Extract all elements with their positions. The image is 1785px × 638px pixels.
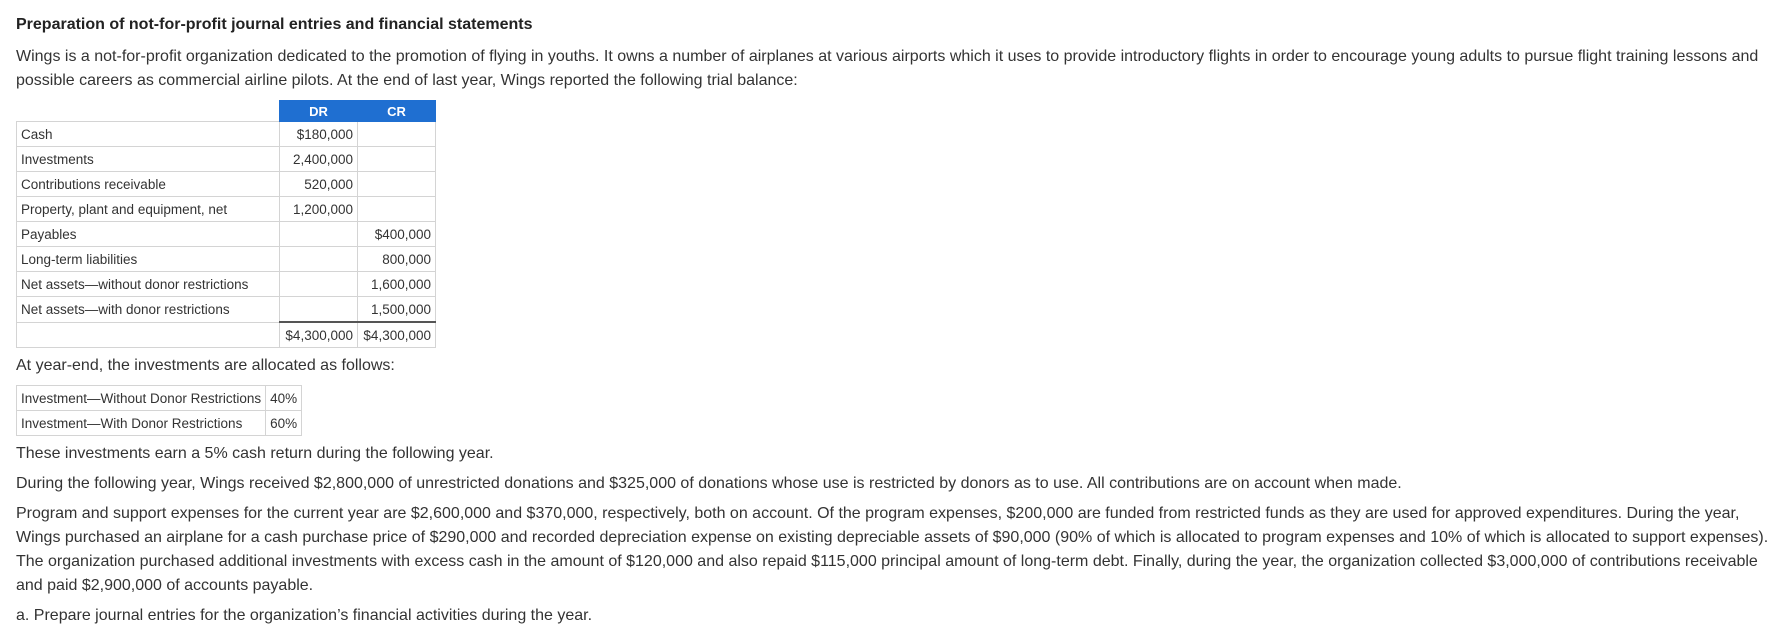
header-cr: CR (358, 101, 436, 122)
trial-balance-row (17, 222, 436, 247)
allocation-percent: 60% (266, 411, 302, 436)
allocation-label: Investment—With Donor Restrictions (17, 411, 266, 436)
expenses-paragraph: Program and support expenses for the current year are $2,600,000 and $370,000, respectively, both on account. Of the program expenses, $200,000 are funded from restricted funds as they are used for approved expenditures. During the year, Wings purchased an airplane for a cash purchase price of $290,000 and recorded depreciation expense on existing depreciable assets of $90,000 (90% of which is allocated to program expenses and 10% of which is allocated to support expenses). The organization purchased additional investments with excess cash in the amount of $120,000 and also repaid $115,000 principal amount of long-term debt. Finally, during the year, the organization collected $3,000,000 of contributions receivable and paid $2,900,000 of accounts payable. (16, 505, 1769, 594)
row-dr: $180,000 (280, 122, 358, 147)
row-label: Long-term liabilities (17, 247, 280, 272)
question-a: a. Prepare journal entries for the organization’s financial activities during the year. (16, 607, 593, 624)
row-cr (358, 197, 436, 222)
row-label: Investments (17, 147, 280, 172)
allocation-row (17, 411, 302, 436)
row-label: Cash (17, 122, 280, 147)
donations-paragraph: During the following year, Wings received $2,800,000 of unrestricted donations and $325,000 of donations whose use is restricted by donors as to use. All contributions are on account when made. (16, 475, 1402, 492)
intro-paragraph: Wings is a not-for-profit organization dedicated to the promotion of flying in youths. It owns a number of airplanes at various airports which it uses to provide introductory flights in order to encourage young adults to pursue flight training lessons and possible careers as commercial airline pilots. At the end of last year, Wings reported the following trial balance: (16, 48, 1759, 89)
return-paragraph: These investments earn a 5% cash return during the following year. (16, 445, 494, 462)
total-label (17, 322, 280, 348)
row-label: Payables (17, 222, 280, 247)
allocation-percent: 40% (266, 386, 302, 411)
row-label: Property, plant and equipment, net (17, 197, 280, 222)
trial-balance-table (16, 100, 436, 348)
row-cr: $400,000 (358, 222, 436, 247)
trial-balance-row (17, 122, 436, 147)
row-cr: 1,600,000 (358, 272, 436, 297)
row-dr: 2,400,000 (280, 147, 358, 172)
allocation-intro: At year-end, the investments are allocated as follows: (16, 357, 395, 374)
trial-balance-row (17, 197, 436, 222)
row-dr: 1,200,000 (280, 197, 358, 222)
row-dr (280, 222, 358, 247)
row-label: Net assets—with donor restrictions (17, 297, 280, 323)
row-label: Net assets—without donor restrictions (17, 272, 280, 297)
problem-page (16, 14, 1776, 628)
row-cr (358, 172, 436, 197)
header-dr: DR (280, 101, 358, 122)
total-dr: $4,300,000 (280, 322, 358, 348)
row-cr: 800,000 (358, 247, 436, 272)
row-dr: 520,000 (280, 172, 358, 197)
trial-balance-row (17, 297, 436, 323)
problem-title: Preparation of not-for-profit journal entries and financial statements (16, 16, 533, 33)
allocation-label: Investment—Without Donor Restrictions (17, 386, 266, 411)
row-cr (358, 122, 436, 147)
row-label: Contributions receivable (17, 172, 280, 197)
row-dr (280, 272, 358, 297)
allocation-table (16, 385, 302, 436)
allocation-row (17, 386, 302, 411)
row-dr (280, 297, 358, 323)
trial-balance-row (17, 147, 436, 172)
trial-balance-row (17, 247, 436, 272)
trial-balance-header-row (17, 101, 436, 122)
trial-balance-total-row (17, 322, 436, 348)
trial-balance-row (17, 172, 436, 197)
trial-balance-row (17, 272, 436, 297)
row-cr (358, 147, 436, 172)
header-label (17, 101, 280, 122)
row-dr (280, 247, 358, 272)
total-cr: $4,300,000 (358, 322, 436, 348)
row-cr: 1,500,000 (358, 297, 436, 323)
